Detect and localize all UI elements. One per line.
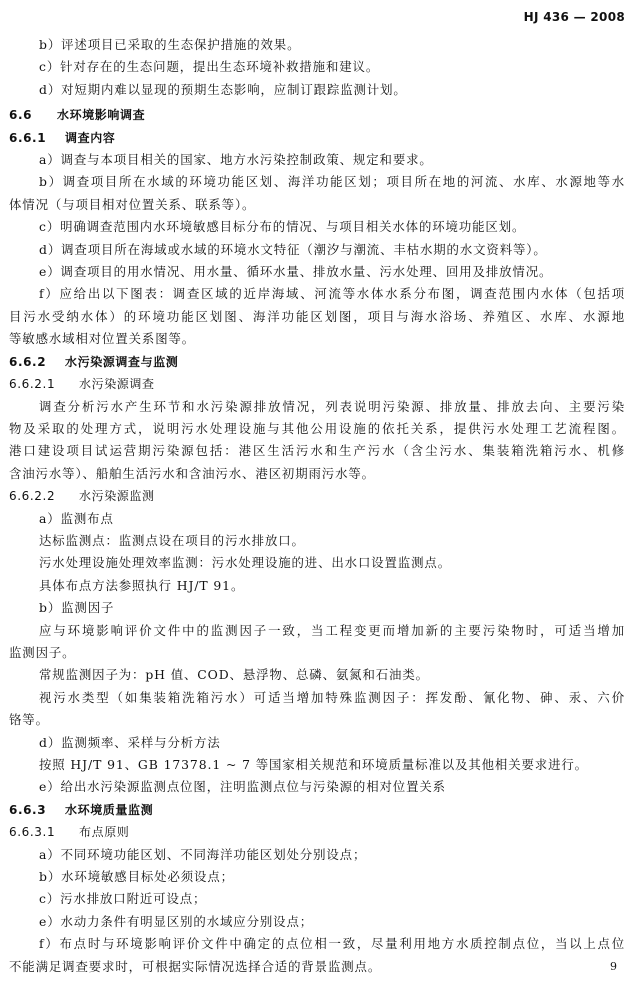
list-item-continuation: 目污水受纳水体）的环境功能区划图、海洋功能区划图，项目与海水浴场、养殖区、水库、水源地	[9, 308, 625, 324]
list-item: d）调查项目所在海域或水域的环境水文特征（潮汐与潮流、丰枯水期的水文资料等）。	[39, 241, 547, 257]
paragraph-line: 应与环境影响评价文件中的监测因子一致，当工程变更而增加新的主要污染物时，可适当增加	[39, 622, 625, 638]
list-item: b）调查项目所在水域的环境功能区划、海洋功能区划；项目所在地的河流、水库、水源地等水	[39, 174, 625, 190]
paragraph-line: 视污水类型（如集装箱洗箱污水）可适当增加特殊监测因子：挥发酚、氰化物、砷、汞、六价	[39, 689, 625, 705]
paragraph-line: 监测因子。	[9, 644, 76, 660]
list-item: a）监测布点	[39, 510, 114, 526]
paragraph-line: 达标监测点：监测点设在项目的污水排放口。	[39, 532, 305, 548]
section-title: 调查内容	[65, 130, 116, 145]
list-item: e）调查项目的用水情况、用水量、循环水量、排放水量、污水处理、回用及排放情况。	[39, 264, 553, 280]
section-number: 6.6.2	[9, 354, 47, 369]
paragraph-line: 常规监测因子为：pH 值、COD、悬浮物、总磷、氨氮和石油类。	[39, 667, 429, 683]
list-item: e）给出水污染源监测点位图，注明监测点位与污染源的相对位置关系	[39, 779, 446, 795]
paragraph-line: 铬等。	[9, 712, 49, 728]
paragraph-line: 物及采取的处理方式，说明污水处理设施与其他公用设施的依托关系，提供污水处理工艺流程图。	[9, 420, 625, 436]
standard-code-header: HJ 436 — 2008	[523, 10, 625, 24]
page-number: 9	[610, 960, 617, 973]
section-number: 6.6.3	[9, 802, 47, 817]
paragraph-line: 港口建设项目试运营期污染源包括：港区生活污水和生产污水（含尘污水、集装箱洗箱污水、机修	[9, 443, 625, 459]
section-heading-6-6-3-1	[9, 821, 625, 843]
list-item: b）监测因子	[39, 600, 115, 616]
section-heading-6-6	[9, 104, 625, 126]
list-item: d）监测频率、采样与分析方法	[39, 734, 221, 750]
document-body	[9, 34, 625, 978]
section-title: 水污染源调查与监测	[65, 354, 179, 369]
list-item: f）布点时与环境影响评价文件中确定的点位相一致，尽量利用地方水质控制点位，当以上点位	[39, 936, 625, 952]
section-number: 6.6.1	[9, 130, 47, 145]
paragraph-line: 含油污水等）、船舶生活污水和含油污水、港区初期雨污水等。	[9, 465, 375, 481]
section-title: 水环境质量监测	[65, 802, 154, 817]
section-title: 水污染源调查	[79, 377, 155, 392]
section-title: 水污染源监测	[79, 489, 155, 504]
paragraph-line: 调查分析污水产生环节和水污染源排放情况，列表说明污染源、排放量、排放去向、主要污染	[39, 398, 625, 414]
section-number: 6.6.2.1	[9, 377, 56, 392]
list-item-continuation: 体情况（与项目相对位置关系、联系等）。	[9, 196, 256, 212]
paragraph-line: 具体布点方法参照执行 HJ/T 91。	[39, 577, 245, 593]
list-item: a）不同环境功能区划、不同海洋功能区划处分别设点；	[39, 846, 367, 862]
section-heading-6-6-2-1	[9, 373, 625, 395]
section-title: 布点原则	[79, 825, 130, 840]
list-item: c）针对存在的生态问题，提出生态环境补救措施和建议。	[39, 59, 380, 75]
section-heading-6-6-1	[9, 127, 625, 149]
list-item: f）应给出以下图表：调查区域的近岸海域、河流等水体水系分布图，调查范围内水体（包括项	[39, 286, 625, 302]
list-item: e）水动力条件有明显区别的水域应分别设点；	[39, 913, 314, 929]
section-heading-6-6-2	[9, 351, 625, 373]
section-heading-6-6-3	[9, 799, 625, 821]
list-item-continuation: 不能满足调查要求时，可根据实际情况选择合适的背景监测点。	[9, 958, 382, 974]
list-item: b）评述项目已采取的生态保护措施的效果。	[39, 37, 301, 52]
paragraph-line: 按照 HJ/T 91、GB 17378.1 ~ 7 等国家相关规范和环境质量标准以及其他相关要求进行。	[39, 757, 588, 772]
section-title: 水环境影响调查	[57, 108, 146, 123]
section-number: 6.6.3.1	[9, 825, 56, 840]
list-item: c）明确调查范围内水环境敏感目标分布的情况、与项目相关水体的环境功能区划。	[39, 219, 526, 235]
list-item-continuation: 等敏感水域相对位置关系图等。	[9, 331, 196, 347]
paragraph-line: 污水处理设施处理效率监测：污水处理设施的进、出水口设置监测点。	[39, 555, 452, 571]
list-item: c）污水排放口附近可设点；	[39, 891, 207, 907]
section-number: 6.6	[9, 108, 33, 123]
section-number: 6.6.2.2	[9, 489, 56, 504]
list-item: b）水环境敏感目标处必须设点；	[39, 869, 234, 885]
section-heading-6-6-2-2	[9, 485, 625, 507]
list-item: d）对短期内难以显现的预期生态影响，应制订跟踪监测计划。	[39, 81, 407, 97]
list-item: a）调查与本项目相关的国家、地方水污染控制政策、规定和要求。	[39, 152, 433, 168]
